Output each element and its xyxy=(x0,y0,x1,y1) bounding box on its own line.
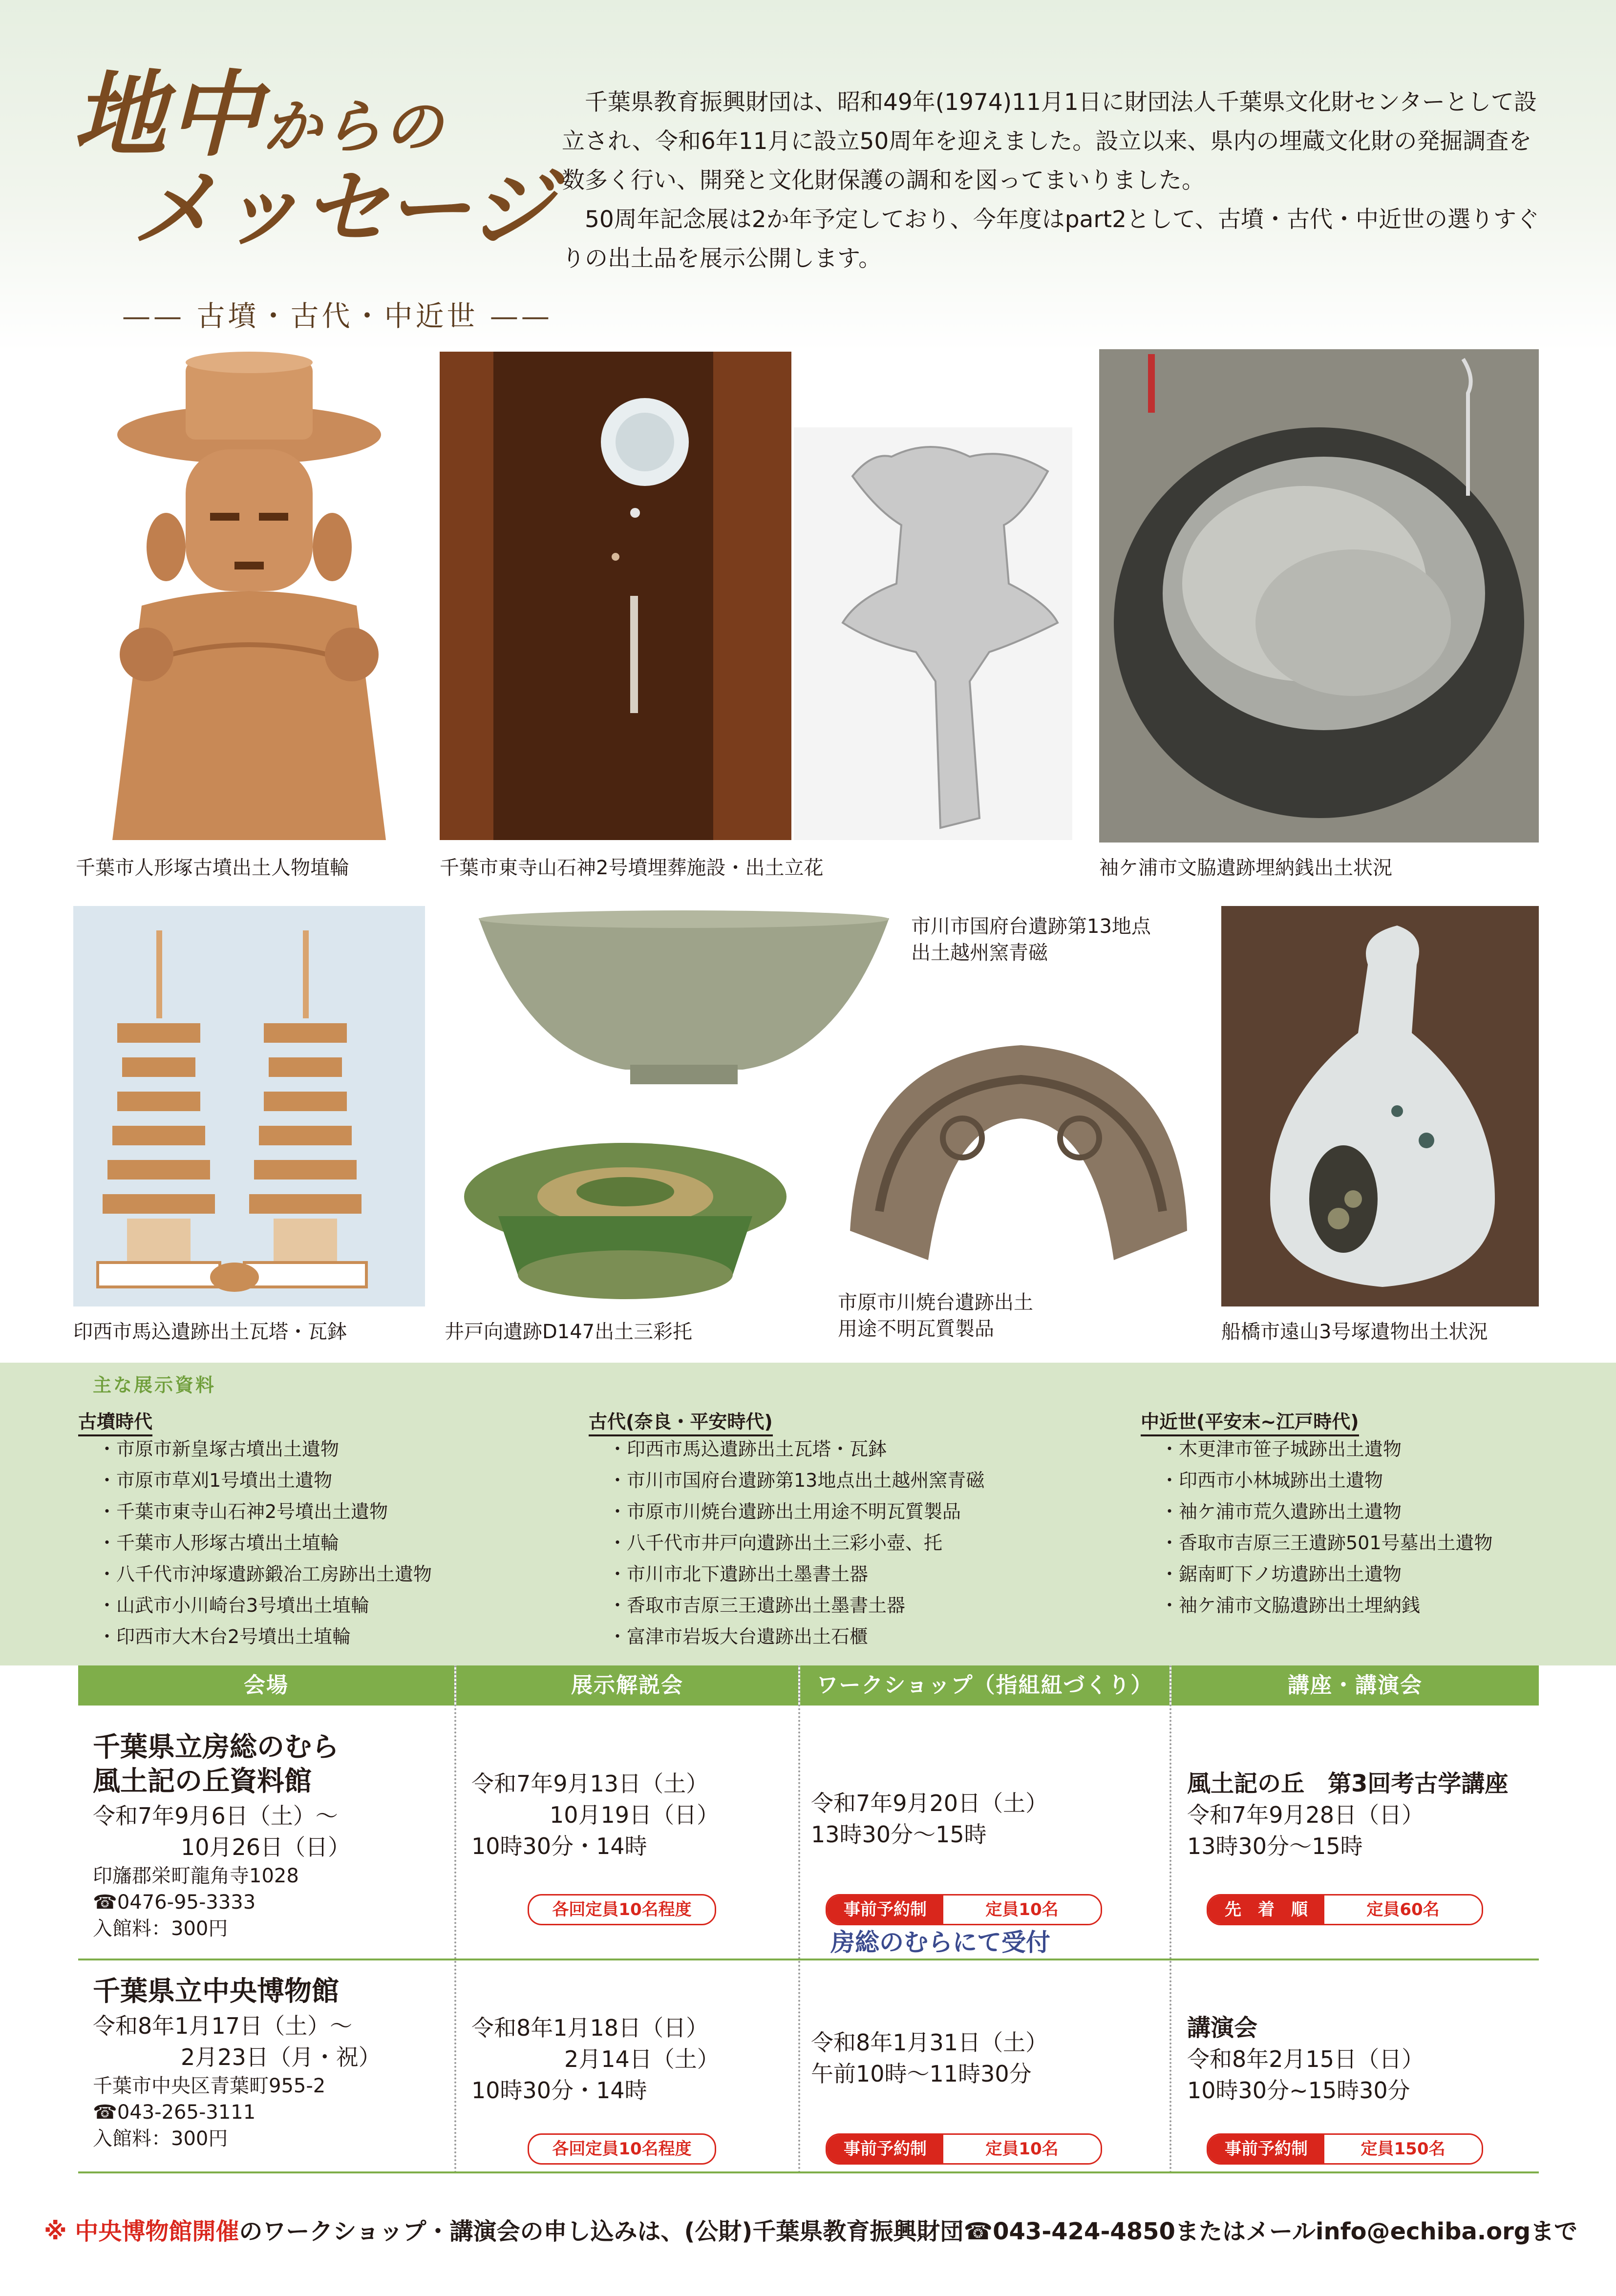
lecture-badge xyxy=(1207,1894,1483,1925)
talk-capacity-badge: 各回定員10名程度 xyxy=(528,2133,716,2165)
exhibit-heading: 古代(奈良・平安時代) xyxy=(589,1411,773,1436)
exhibit-item: ・香取市吉原三王遺跡出土墨書土器 xyxy=(608,1595,906,1616)
lecture-title: 風土記の丘 第3回考古学講座 xyxy=(1187,1770,1509,1797)
badge-right: 定員150名 xyxy=(1324,2135,1482,2163)
talk-date: 令和8年1月18日（日） xyxy=(471,2015,709,2041)
phone-icon: ☎ xyxy=(93,2101,117,2124)
venue-tel xyxy=(93,2099,381,2126)
caption-celadon-2: 出土越州窯青磁 xyxy=(911,942,1048,964)
exhibits-title: 主な展示資料 xyxy=(93,1374,216,1396)
exhibit-heading: 古墳時代 xyxy=(78,1411,152,1436)
lecture-boso xyxy=(1187,1768,1508,1862)
workshop-date: 令和8年1月31日（土） xyxy=(811,2029,1048,2056)
divider xyxy=(1169,1665,1171,2173)
celadon-illustration xyxy=(469,908,899,1089)
photo-haniwa xyxy=(73,352,425,840)
phone-icon: ☎ xyxy=(963,2218,993,2245)
talk-date: 10月19日（日） xyxy=(550,1802,720,1828)
workshop-date: 令和7年9月20日（土） xyxy=(811,1790,1048,1816)
lecture-badge xyxy=(1207,2133,1483,2165)
exhibit-item: ・千葉市東寺山石神2号墳出土遺物 xyxy=(98,1501,388,1522)
exhibit-heading: 中近世(平安末~江戸時代) xyxy=(1141,1411,1359,1436)
photo-coin-pit xyxy=(1099,349,1539,843)
workshop-time: 13時30分～15時 xyxy=(811,1821,987,1848)
badge-left: 事前予約制 xyxy=(827,1896,943,1924)
workshop-reservation-badge xyxy=(826,2133,1102,2165)
exhibit-item: ・袖ケ浦市文脇遺跡出土埋納銭 xyxy=(1160,1595,1421,1616)
sansai-illustration xyxy=(440,1128,811,1314)
haniwa-illustration xyxy=(73,352,425,840)
footer-mark: ※ xyxy=(44,2218,67,2245)
exhibit-column-kodai xyxy=(589,1407,984,1652)
lecture-time: 10時30分~15時30分 xyxy=(1187,2077,1410,2104)
venue-tel-number: 0476-95-3333 xyxy=(117,1891,256,1914)
venue-name: 千葉県立房総のむら xyxy=(93,1731,339,1763)
title-line2: メッセージ xyxy=(132,159,554,259)
venue-period: 令和7年9月6日（土）～ xyxy=(93,1803,338,1829)
venue-fee: 入館料：300円 xyxy=(93,1917,228,1940)
venue-tel-number: 043-265-3111 xyxy=(117,2101,256,2124)
divider xyxy=(454,1665,456,2173)
exhibit-item: ・富津市岩坂大台遺跡出土石櫃 xyxy=(608,1626,869,1647)
talk-time: 10時30分・14時 xyxy=(471,1833,647,1859)
exhibit-item: ・八千代市井戸向遺跡出土三彩小壺、托 xyxy=(608,1532,943,1554)
venue-period: 10月26日（日） xyxy=(181,1834,351,1860)
exhibit-item: ・印西市大木台2号墳出土埴輪 xyxy=(98,1626,351,1647)
badge-right: 定員10名 xyxy=(943,2135,1101,2163)
header-lecture: 講座・講演会 xyxy=(1171,1665,1539,1706)
caption-haniwa: 千葉市人形塚古墳出土人物埴輪 xyxy=(76,857,349,879)
caption-celadon xyxy=(911,913,1151,966)
venue-period: 2月23日（月・祝） xyxy=(181,2044,381,2070)
footer-tail: またはメールinfo@echiba.orgまで xyxy=(1175,2218,1578,2245)
footer-highlight: 中央博物館開催 xyxy=(75,2218,239,2245)
header-talk: 展示解説会 xyxy=(456,1665,798,1706)
talk-boso xyxy=(471,1768,719,1862)
intro-paragraph-2: 50周年記念展は2か年予定しており、今年度はpart2として、古墳・古代・中近世の選りすぐりの出土品を展示公開します。 xyxy=(562,206,1540,272)
caption-celadon-1: 市川市国府台遺跡第13地点 xyxy=(911,915,1151,938)
caption-pagoda: 印西市馬込遺跡出土瓦塔・瓦鉢 xyxy=(73,1321,347,1343)
exhibit-item: ・市原市新皇塚古墳出土遺物 xyxy=(98,1438,340,1460)
exhibit-item: ・山武市小川崎台3号墳出土埴輪 xyxy=(98,1595,370,1616)
exhibit-item: ・千葉市人形塚古墳出土埴輪 xyxy=(98,1532,340,1554)
caption-tile xyxy=(838,1289,1033,1342)
talk-capacity-badge: 各回定員10名程度 xyxy=(528,1894,716,1925)
exhibit-item: ・袖ケ浦市荒久遺跡出土遺物 xyxy=(1160,1501,1402,1522)
footer-note xyxy=(44,2212,1577,2246)
lecture-chuo xyxy=(1187,2012,1424,2106)
caption-sansai: 井戸向遺跡D147出土三彩托 xyxy=(445,1321,693,1343)
photo-sansai xyxy=(440,1128,811,1314)
row-divider xyxy=(78,2171,1539,2173)
badge-left: 先 着 順 xyxy=(1208,1896,1324,1924)
footer-text: のワークショップ・講演会の申し込みは、(公財)千葉県教育振興財団 xyxy=(239,2218,964,2245)
title-big: 地中 xyxy=(73,60,263,169)
venue-name: 千葉県立中央博物館 xyxy=(93,1976,339,2007)
venue-period: 令和8年1月17日（土）～ xyxy=(93,2013,353,2039)
photo-jar xyxy=(1221,906,1539,1306)
footer-tel: 043-424-4850 xyxy=(993,2218,1175,2245)
photo-pagoda xyxy=(73,906,425,1306)
exhibit-item: ・市川市北下遺跡出土墨書土器 xyxy=(608,1563,869,1585)
badge-right: 定員60名 xyxy=(1324,1896,1482,1924)
intro-text xyxy=(562,83,1553,278)
page-subtitle: —— 古墳・古代・中近世 —— xyxy=(122,299,553,333)
caption-coin-pit: 袖ケ浦市文脇遺跡埋納銭出土状況 xyxy=(1099,857,1392,879)
badge-right: 定員10名 xyxy=(943,1896,1101,1924)
workshop-time: 午前10時～11時30分 xyxy=(811,2061,1032,2087)
photo-tachibana xyxy=(794,427,1072,840)
intro-paragraph-1: 千葉県教育振興財団は、昭和49年(1974)11月1日に財団法人千葉県文化財センターとして設立され、令和6年11月に設立50周年を迎えました。設立以来、県内の埋蔵文化財の発掘調査を数多く行い、開発と文化財保護の調和を図ってまいりました。 xyxy=(562,89,1537,194)
exhibit-item: ・印西市小林城跡出土遺物 xyxy=(1160,1470,1383,1491)
exhibit-column-kofun xyxy=(78,1407,432,1652)
lecture-time: 13時30分～15時 xyxy=(1187,1833,1363,1859)
workshop-note: 房総のむらにて受付 xyxy=(830,1928,1050,1957)
lecture-date: 令和7年9月28日（日） xyxy=(1187,1802,1425,1828)
badge-left: 事前予約制 xyxy=(827,2135,943,2163)
venue-name: 風土記の丘資料館 xyxy=(93,1766,312,1797)
venue-address: 千葉市中央区青葉町955-2 xyxy=(93,2075,326,2097)
caption-tile-2: 用途不明瓦質製品 xyxy=(838,1318,994,1340)
exhibit-item: ・市原市川焼台遺跡出土用途不明瓦質製品 xyxy=(608,1501,961,1522)
photo-celadon xyxy=(469,908,899,1089)
row-divider xyxy=(78,1959,1539,1960)
tile-illustration xyxy=(840,1026,1197,1285)
lecture-title: 講演会 xyxy=(1187,2014,1258,2042)
header-venue: 会場 xyxy=(78,1665,454,1706)
jar-illustration xyxy=(1221,906,1539,1306)
talk-date: 令和7年9月13日（土） xyxy=(471,1770,709,1797)
subtitle-text: 古墳・古代・中近世 xyxy=(196,299,478,333)
venue-tel xyxy=(93,1889,350,1916)
workshop-boso xyxy=(811,1788,1048,1850)
workshop-reservation-badge xyxy=(826,1894,1102,1925)
divider xyxy=(798,1665,800,2173)
exhibit-item: ・市川市国府台遺跡第13地点出土越州窯青磁 xyxy=(608,1470,985,1491)
coin-pit-illustration xyxy=(1099,349,1539,843)
exhibit-item: ・木更津市笹子城跡出土遺物 xyxy=(1160,1438,1402,1460)
workshop-chuo xyxy=(811,2027,1048,2089)
tachibana-illustration xyxy=(794,427,1072,840)
venue-chuo xyxy=(93,1973,381,2152)
lecture-date: 令和8年2月15日（日） xyxy=(1187,2046,1425,2072)
venue-boso xyxy=(93,1729,350,1942)
exhibit-item: ・印西市馬込遺跡出土瓦塔・瓦鉢 xyxy=(608,1438,887,1460)
talk-time: 10時30分・14時 xyxy=(471,2077,647,2104)
exhibit-item: ・市原市草刈1号墳出土遺物 xyxy=(98,1470,333,1491)
caption-burial: 千葉市東寺山石神2号墳埋葬施設・出土立花 xyxy=(440,857,824,879)
exhibit-column-chukinsei xyxy=(1141,1407,1493,1621)
title-small: からの xyxy=(263,92,445,161)
phone-icon: ☎ xyxy=(93,1891,117,1914)
talk-chuo xyxy=(471,2012,720,2106)
burial-illustration xyxy=(440,352,791,840)
page-title xyxy=(73,60,554,259)
header-workshop: ワークショップ（指組紐づくり） xyxy=(800,1665,1169,1706)
schedule-table xyxy=(78,1665,1539,2173)
exhibit-item: ・八千代市沖塚遺跡鍛冶工房跡出土遺物 xyxy=(98,1563,432,1585)
venue-fee: 入館料：300円 xyxy=(93,2127,228,2150)
caption-tile-1: 市原市川焼台遺跡出土 xyxy=(838,1291,1033,1314)
talk-date: 2月14日（土） xyxy=(564,2046,720,2072)
badge-left: 事前予約制 xyxy=(1208,2135,1324,2163)
exhibit-item: ・鋸南町下ノ坊遺跡出土遺物 xyxy=(1160,1563,1402,1585)
venue-address: 印旛郡栄町龍角寺1028 xyxy=(93,1865,299,1887)
caption-jar: 船橋市遠山3号塚遺物出土状況 xyxy=(1221,1321,1488,1343)
photo-tile xyxy=(840,1026,1197,1285)
pagoda-illustration xyxy=(73,906,425,1306)
photo-burial xyxy=(440,352,791,840)
exhibit-item: ・香取市吉原三王遺跡501号墓出土遺物 xyxy=(1160,1532,1493,1554)
